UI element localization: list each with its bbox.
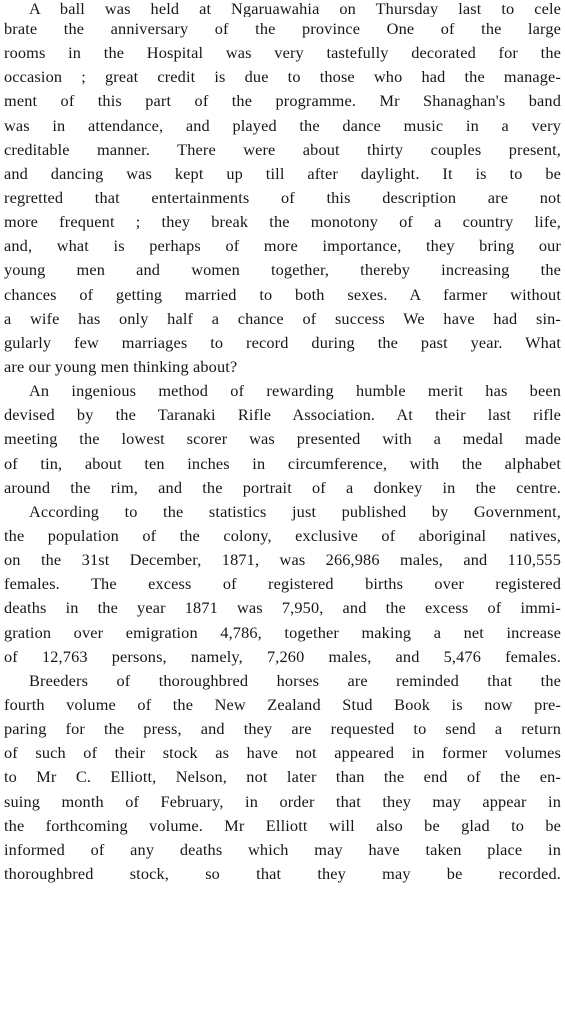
text-line: A ball was held at Ngaruawahia on Thursday last to cele bbox=[29, 0, 561, 17]
paragraph-stud-book bbox=[4, 669, 561, 886]
text-line: of 12,763 persons, namely, 7,260 males, and 5,476 females. bbox=[4, 646, 561, 666]
text-line: are our young men thinking about? bbox=[4, 356, 238, 376]
text-line: the population of the colony, exclusive of aboriginal natives, bbox=[4, 525, 561, 545]
text-line: Breeders of thoroughbred horses are reminded that the bbox=[29, 670, 561, 690]
text-line: brate the anniversary of the province One of the large bbox=[4, 19, 561, 38]
text-line: a wife has only half a chance of success We have had sin- bbox=[4, 308, 561, 328]
text-line: gration over emigration 4,786, together making a net increase bbox=[4, 622, 561, 642]
text-line: meeting the lowest scorer was presented with a medal made bbox=[4, 429, 561, 449]
text-line: devised by the Taranaki Rifle Association. At their last rifle bbox=[4, 405, 561, 425]
text-line: According to the statistics just published by Government, bbox=[29, 501, 561, 521]
text-line: to Mr C. Elliott, Nelson, not later than the end of the en- bbox=[4, 767, 561, 787]
text-line: the forthcoming volume. Mr Elliott will also be glad to be bbox=[4, 815, 561, 835]
paragraph-ngaruawahia-ball bbox=[4, 0, 561, 379]
text-line: regretted that entertainments of this description are not bbox=[4, 187, 561, 207]
text-line: thoroughbred stock, so that they may be recorded. bbox=[4, 863, 561, 883]
paragraph-population-statistics bbox=[4, 500, 561, 669]
text-line: females. The excess of registered births over registered bbox=[4, 574, 561, 594]
text-line: informed of any deaths which may have taken place in bbox=[4, 839, 561, 859]
text-line: of such of their stock as have not appeared in former volumes bbox=[4, 743, 561, 763]
text-line: creditable manner. There were about thirty couples present, bbox=[4, 139, 561, 159]
text-line: deaths in the year 1871 was 7,950, and the excess of immi- bbox=[4, 598, 561, 618]
text-line: around the rim, and the portrait of a donkey in the centre. bbox=[4, 477, 561, 497]
text-line: rooms in the Hospital was very tastefully decorated for the bbox=[4, 43, 561, 63]
text-line: young men and women together, thereby increasing the bbox=[4, 260, 561, 280]
text-line: gularly few marriages to record during the past year. What bbox=[4, 332, 561, 352]
text-line: paring for the press, and they are requested to send a return bbox=[4, 719, 561, 739]
text-line: was in attendance, and played the dance music in a very bbox=[4, 115, 561, 135]
text-line: more frequent ; they break the monotony of a country life, bbox=[4, 212, 561, 232]
text-line: occasion ; great credit is due to those who had the manage- bbox=[4, 67, 561, 87]
text-line: fourth volume of the New Zealand Stud Book is now pre- bbox=[4, 694, 561, 714]
newspaper-column bbox=[4, 0, 561, 1030]
paragraph-taranaki-rifle bbox=[4, 379, 561, 500]
text-line: ment of this part of the programme. Mr Shanaghan's band bbox=[4, 91, 561, 111]
text-line: suing month of February, in order that they may appear in bbox=[4, 791, 561, 811]
text-line: and, what is perhaps of more importance, they bring our bbox=[4, 236, 561, 256]
text-line: and dancing was kept up till after daylight. It is to be bbox=[4, 163, 561, 183]
text-line: on the 31st December, 1871, was 266,986 males, and 110,555 bbox=[4, 550, 561, 570]
text-line: chances of getting married to both sexes. A farmer without bbox=[4, 284, 561, 304]
text-line: of tin, about ten inches in circumference, with the alphabet bbox=[4, 453, 561, 473]
text-line: An ingenious method of rewarding humble merit has been bbox=[29, 381, 561, 401]
